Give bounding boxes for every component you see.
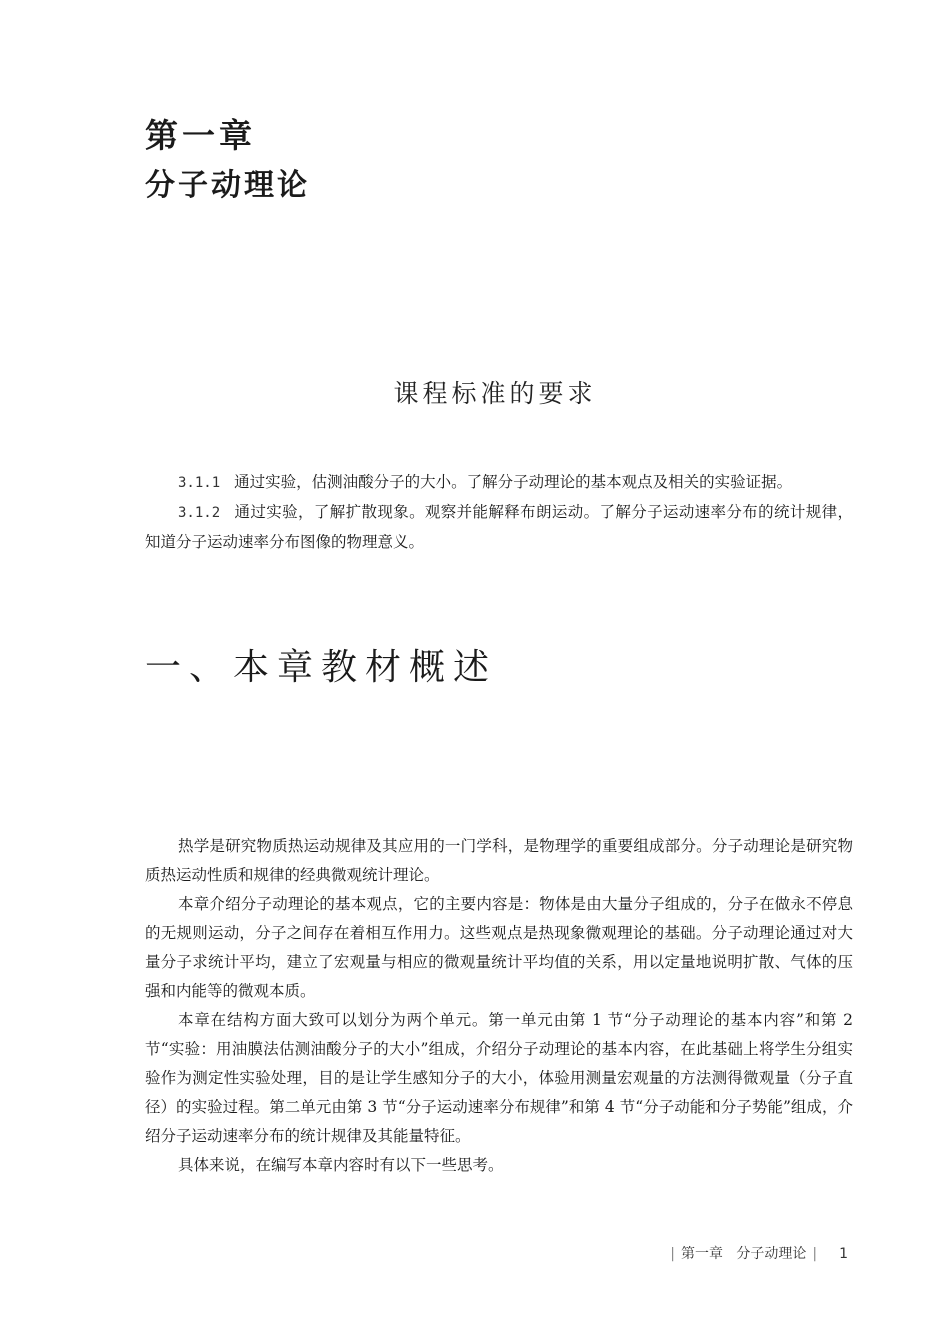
chapter-title: 分子动理论 (145, 168, 310, 203)
section-heading: 一、本章教材概述 (145, 647, 498, 688)
footer-chapter-title: 分子动理论 (736, 1246, 807, 1262)
body-paragraph: 具体来说，在编写本章内容时有以下一些思考。 (178, 1156, 504, 1174)
standard-code: 3.1.2 (178, 505, 221, 521)
footer-divider: | (670, 1246, 675, 1262)
body-paragraph: 本章在结构方面大致可以划分为两个单元。第一单元由第 1 节“分子动理论的基本内容”和第 2 节“实验：用油膜法估测油酸分子的大小”组成，介绍分子动理论的基本内容，在此基础上将学生分组实验作为测定性实验处理，目的是让学生感知分子的大小，体验用测量宏观量的方法测得微观量（分子直径）的实验过程。第二单元由第 3 节“分子运动速率分布规律”和第 4 节“分子动能和分子势能”组成，介绍分子运动速率分布的统计规律及其能量特征。 (145, 1011, 853, 1145)
standard-item (145, 498, 853, 557)
body-paragraph: 热学是研究物质热运动规律及其应用的一门学科，是物理学的重要组成部分。分子动理论是研究物质热运动性质和规律的经典微观统计理论。 (145, 837, 853, 884)
standard-item (145, 468, 853, 498)
standard-text: 通过实验，了解扩散现象。观察并能解释布朗运动。了解分子运动速率分布的统计规律，知道分子运动速率分布图像的物理意义。 (145, 503, 853, 551)
section-body (145, 832, 853, 1180)
curriculum-heading: 课程标准的要求 (393, 379, 597, 408)
footer-chapter-label: 第一章 (681, 1246, 723, 1262)
curriculum-standards (145, 468, 853, 557)
body-paragraph: 本章介绍分子动理论的基本观点，它的主要内容是：物体是由大量分子组成的，分子在做永不停息的无规则运动，分子之间存在着相互作用力。这些观点是热现象微观理论的基础。分子动理论通过对大量分子求统计平均，建立了宏观量与相应的微观量统计平均值的关系，用以定量地说明扩散、气体的压强和内能等的微观本质。 (145, 895, 853, 1000)
chapter-number: 第一章 (145, 116, 256, 155)
page-number: 1 (839, 1246, 848, 1262)
standard-code: 3.1.1 (178, 475, 221, 491)
page-footer (664, 1242, 848, 1266)
footer-divider: | (812, 1246, 818, 1262)
standard-text: 通过实验，估测油酸分子的大小。了解分子动理论的基本观点及相关的实验证据。 (234, 473, 793, 491)
